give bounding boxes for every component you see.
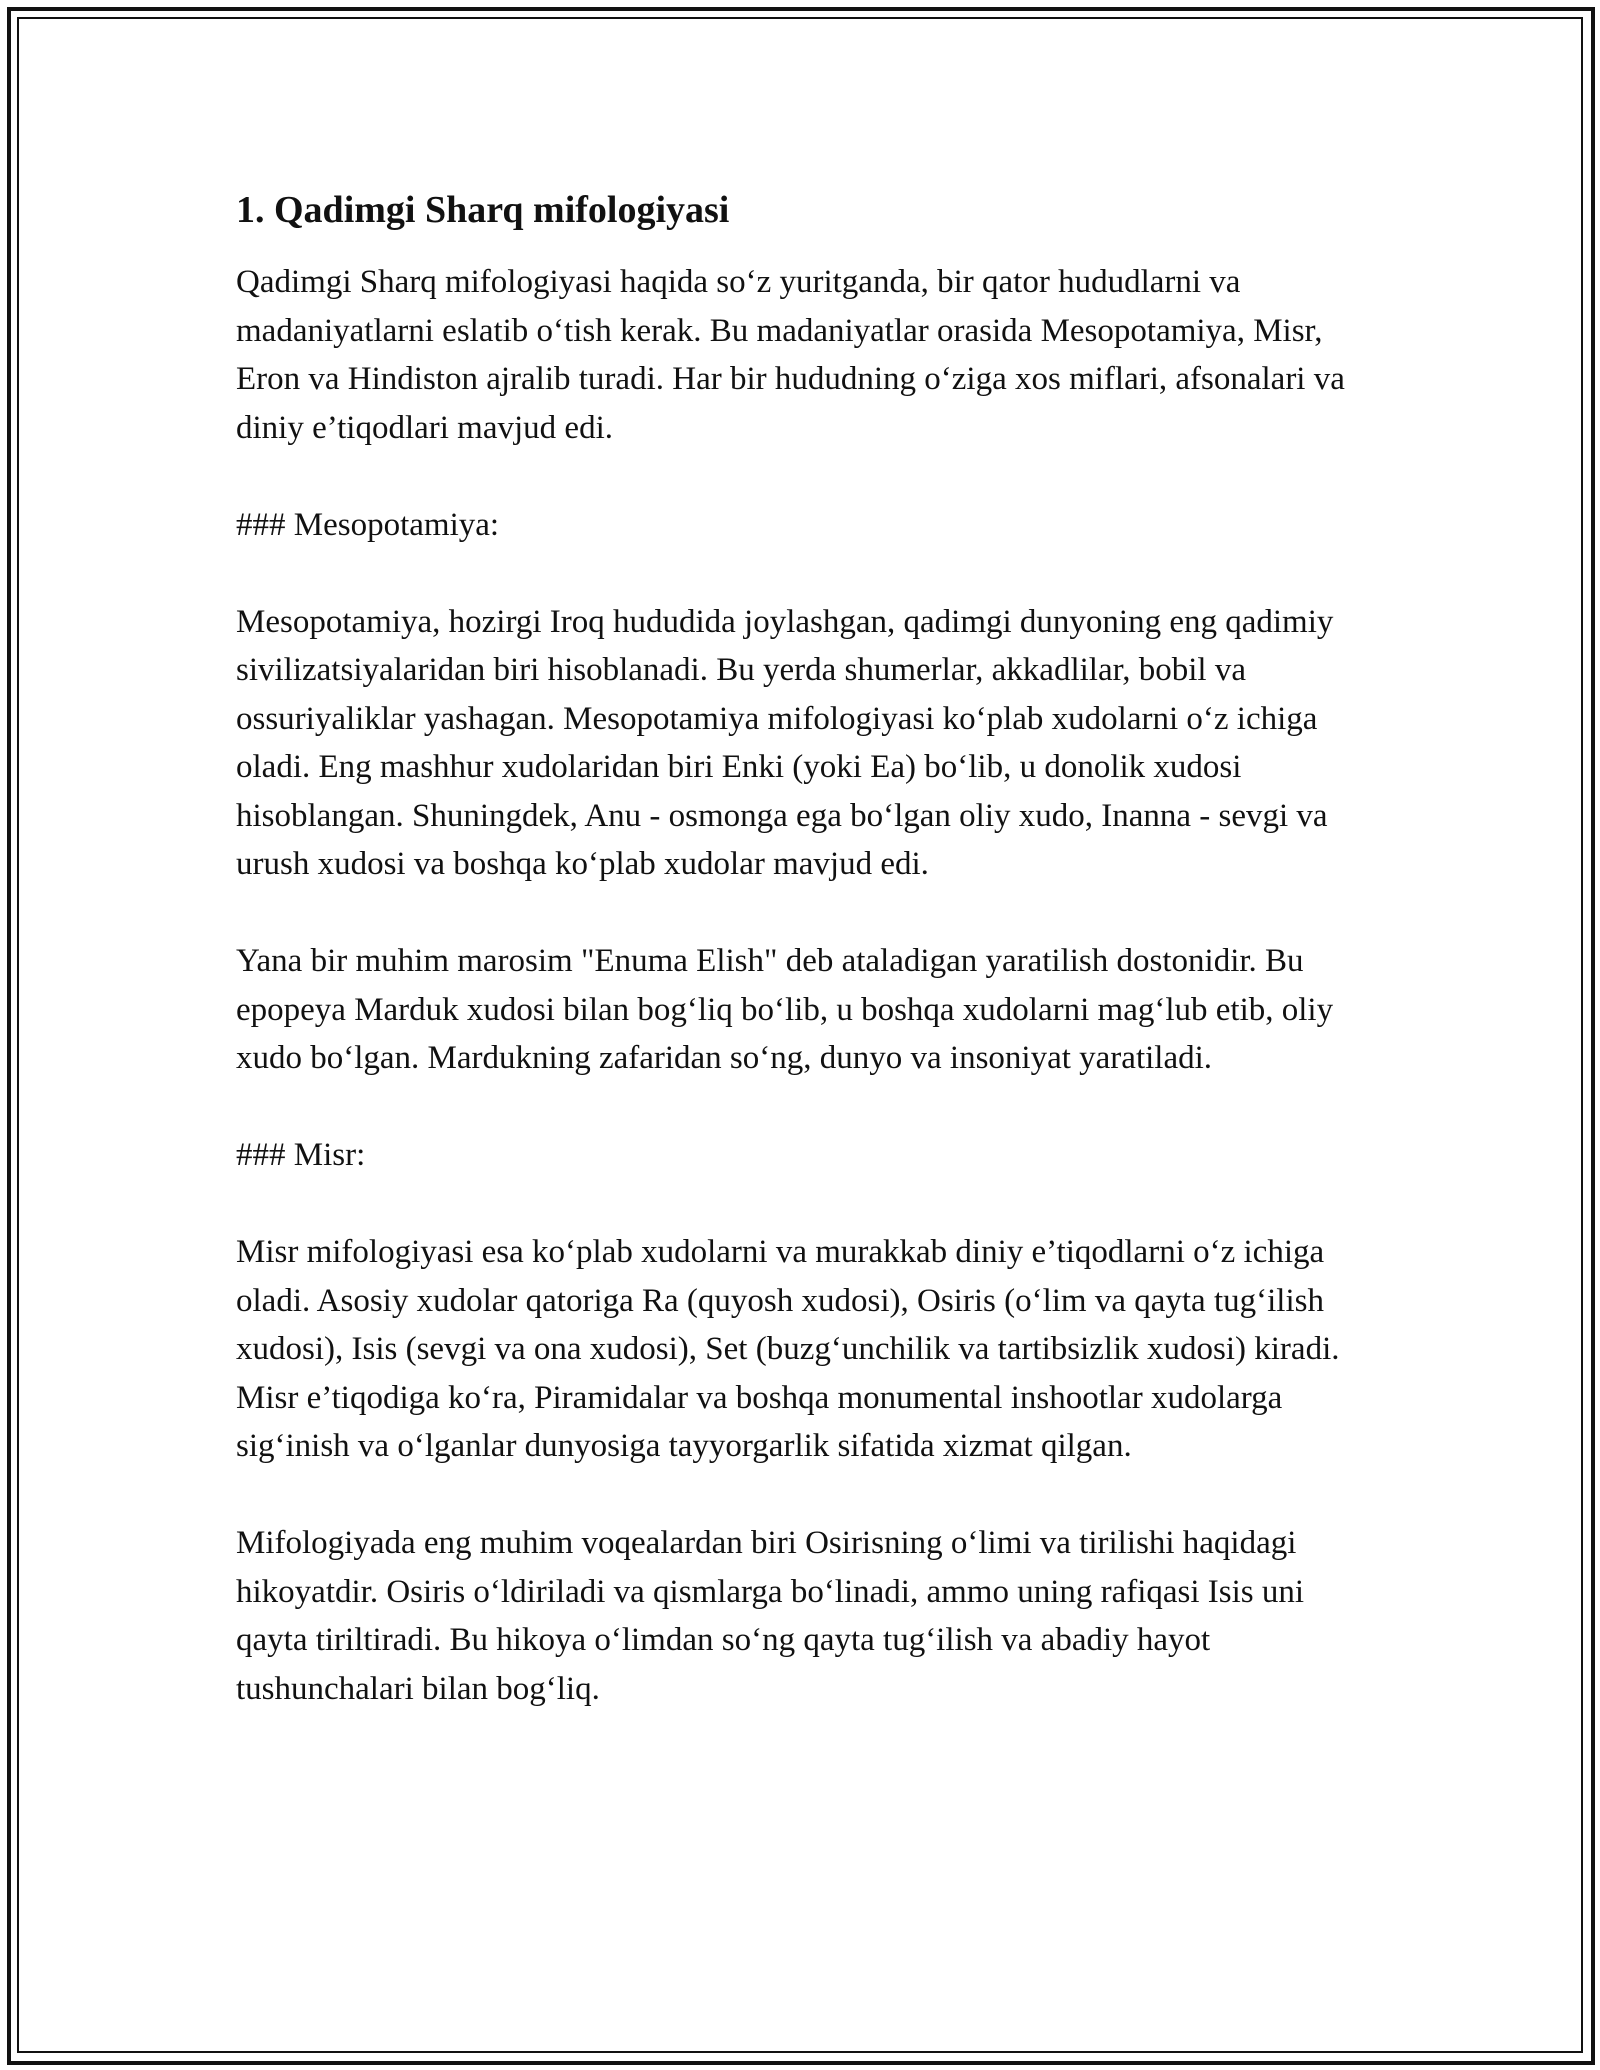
document-body xyxy=(236,186,1366,1762)
subheading-misr: ### Misr: xyxy=(236,1137,366,1173)
misr-paragraph: Misr mifologiyasi esa ko‘plab xudolarni va murakkab diniy e’tiqodlarni o‘z ichiga oladi. Asosiy xudolar qatoriga Ra (quyosh xudosi), Osiris (o‘lim va qayta tug‘ilish xudosi), Isis (sevgi va ona xudosi), Set (buzg‘unchilik va tartibsizlik xudosi) kiradi. Misr e’tiqodiga ko‘ra, Piramidalar va boshqa monumental inshootlar xudolarga sig‘inish va o‘lganlar dunyosiga tayyorgarlik sifatida xizmat qilgan. xyxy=(236,1234,1340,1464)
enuma-elish-paragraph: Yana bir muhim marosim "Enuma Elish" deb ataladigan yaratilish dostonidir. Bu epopeya Marduk xudosi bilan bog‘liq bo‘lib, u boshqa xudolarni mag‘lub etib, oliy xudo bo‘lgan. Mardukning zafaridan so‘ng, dunyo va insoniyat yaratiladi. xyxy=(236,943,1334,1076)
subheading-mesopotamiya: ### Mesopotamiya: xyxy=(236,506,500,543)
mesopotamiya-paragraph: Mesopotamiya, hozirgi Iroq hududida joylashgan, qadimgi dunyoning eng qadimiy sivilizatsiyalaridan biri hisoblanadi. Bu yerda shumerlar, akkadlilar, bobil va ossuriyaliklar yashagan. Mesopotamiya mifologiyasi ko‘plab xudolarni o‘z ichiga oladi. Eng mashhur xudolaridan biri Enki (yoki Ea) bo‘lib, u donolik xudosi hisoblangan. Shuningdek, Anu - osmonga ega bo‘lgan oliy xudo, Inanna - sevgi va urush xudosi va boshqa ko‘plab xudolar mavjud edi. xyxy=(236,603,1334,882)
section-title: 1. Qadimgi Sharq mifologiyasi xyxy=(236,189,730,231)
intro-paragraph: Qadimgi Sharq mifologiyasi haqida so‘z yuritganda, bir qator hududlarni va madaniyatlarni eslatib o‘tish kerak. Bu madaniyatlar orasida Mesopotamiya, Misr, Eron va Hindiston ajralib turadi. Har bir hududning o‘ziga xos miflari, afsonalari va diniy e’tiqodlari mavjud edi. xyxy=(236,264,1345,446)
osiris-paragraph: Mifologiyada eng muhim voqealardan biri Osirisning o‘limi va tirilishi haqidagi hikoyatdir. Osiris o‘ldiriladi va qismlarga bo‘linadi, ammo uning rafiqasi Isis uni qayta tiriltiradi. Bu hikoya o‘limdan so‘ng qayta tug‘ilish va abadiy hayot tushunchalari bilan bog‘liq. xyxy=(236,1525,1305,1707)
